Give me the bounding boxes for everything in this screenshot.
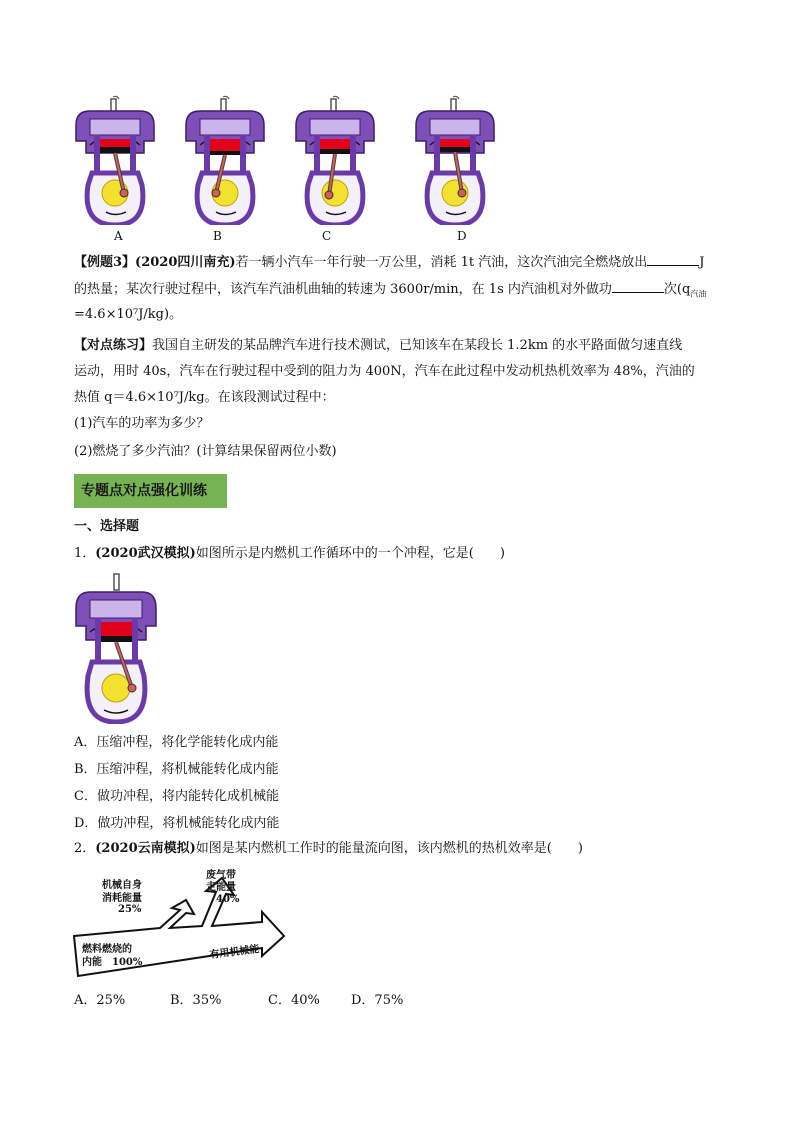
answer-blank-2[interactable] <box>612 280 664 293</box>
question1-option-d[interactable]: D．做功冲程，将机械能转化成内能 <box>74 816 280 831</box>
example3-line1 <box>74 250 724 275</box>
example3-unit: J <box>699 255 705 270</box>
question2-option-d[interactable]: D．75% <box>351 993 404 1008</box>
question2-option-b[interactable]: B．35% <box>170 993 222 1008</box>
practice-line2: 运动，用时 40s，汽车在行驶过程中受到的阻力为 400N，汽车在此过程中发动机热机效率为 48%，汽油的 <box>74 364 695 379</box>
loss2-label-line2: 走能量 <box>206 882 236 893</box>
practice-q1: (1)汽车的功率为多少？ <box>74 416 210 431</box>
question2-source: (2020云南模拟) <box>95 841 196 856</box>
practice-line3: 热值 q＝4.6×10⁷J/kg。在该段测试过程中： <box>74 390 335 405</box>
example3-source: (2020四川南充) <box>135 255 236 270</box>
practice-line1 <box>74 333 724 358</box>
question1-number: 1． <box>74 546 96 561</box>
example3-text-2: 的热量；某次行驶过程中，该汽车汽油机曲轴的转速为 3600r/min，在 1s 内汽油机对外做功 <box>74 282 612 297</box>
loss1-label-line2: 消耗能量 <box>102 893 142 904</box>
input-label-line2: 内能 100% <box>82 957 143 968</box>
question2-text: 如图是某内燃机工作时的能量流向图，该内燃机的热机效率是( ) <box>195 841 583 856</box>
example3-tag: 【例题3】 <box>74 255 136 270</box>
question1-source: (2020武汉模拟) <box>95 546 196 561</box>
question1-stem <box>74 541 724 566</box>
loss2-label-line3: 40% <box>216 894 240 905</box>
engine-label-d: D <box>457 229 467 243</box>
example3-text-1: 若一辆小汽车一年行驶一万公里，消耗 1t 汽油，这次汽油完全燃烧放出 <box>235 255 648 270</box>
question1-engine-diagram <box>70 572 162 724</box>
question1-option-c[interactable]: C．做功冲程，将内能转化成机械能 <box>74 789 279 804</box>
q-subscript: 汽油 <box>690 289 707 299</box>
question2-option-a[interactable]: A．25% <box>74 993 126 1008</box>
practice-text-1: 我国自主研发的某品牌汽车进行技术测试，已知该车在某段长 1.2km 的水平路面做匀速直线 <box>152 338 683 353</box>
loss1-label-line1: 机械自身 <box>102 880 142 891</box>
section-banner: 专题点对点强化训练 <box>74 474 227 508</box>
question2-option-c[interactable]: C．40% <box>268 993 320 1008</box>
question2-stem <box>74 836 724 861</box>
practice-q2: (2)燃烧了多少汽油？(计算结果保留两位小数) <box>74 444 337 459</box>
question1-option-b[interactable]: B．压缩冲程，将机械能转化成内能 <box>74 762 279 777</box>
engine-diagrams-row <box>70 95 510 225</box>
section-title: 一、选择题 <box>74 519 140 534</box>
engine-label-c: C <box>322 229 332 243</box>
example3-text-2-end: 次(q <box>663 282 691 297</box>
loss1-label-line3: 25% <box>118 904 142 915</box>
question2-number: 2． <box>74 841 96 856</box>
question1-option-a[interactable]: A．压缩冲程，将化学能转化成内能 <box>74 735 279 750</box>
loss2-label-line1: 废气带 <box>206 870 236 881</box>
engine-label-a: A <box>114 229 123 243</box>
answer-blank-1[interactable] <box>647 253 699 266</box>
practice-tag: 【对点练习】 <box>74 338 153 353</box>
output-label: 有用机械能 <box>209 943 260 961</box>
example3-line3: =4.6×10⁷J/kg)。 <box>74 307 183 322</box>
energy-flow-diagram <box>70 864 300 982</box>
input-label-line1: 燃料燃烧的 <box>82 944 132 955</box>
engine-label-b: B <box>213 229 222 243</box>
question1-text: 如图所示是内燃机工作循环中的一个冲程，它是( ) <box>195 546 505 561</box>
